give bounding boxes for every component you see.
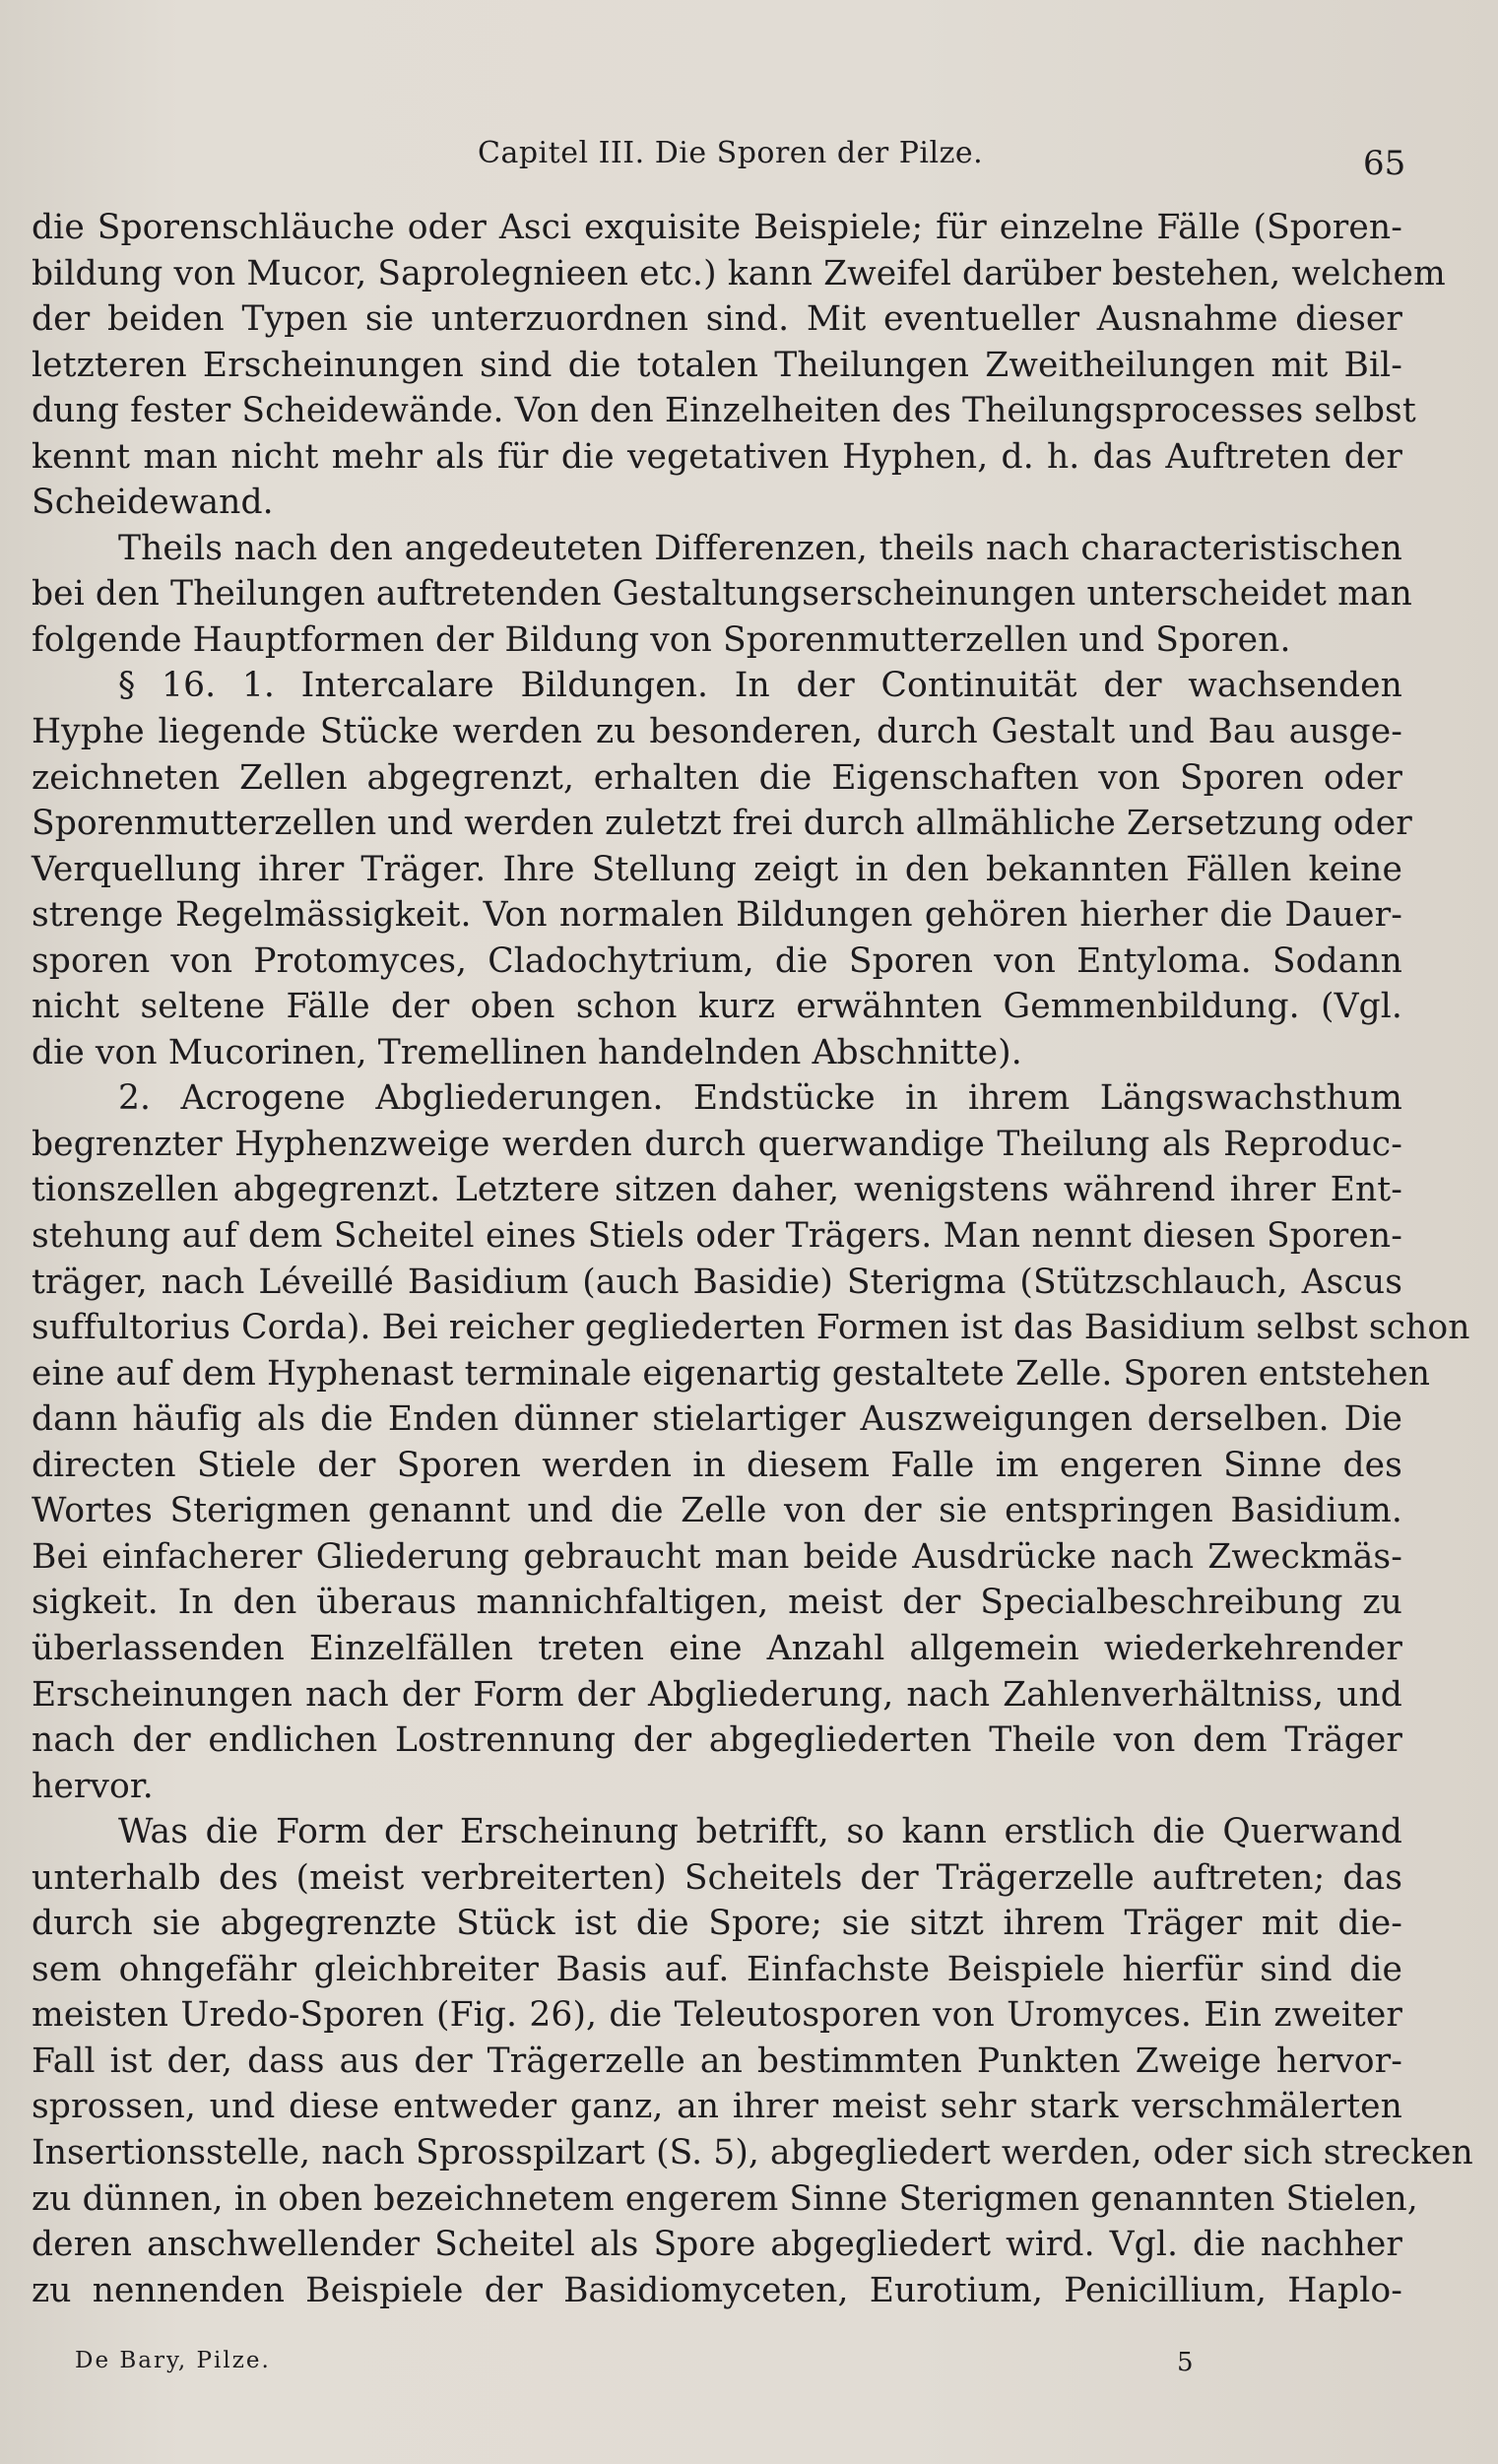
text-line: Hyphe liegende Stücke werden zu besonderen, durch Gestalt und Bau ausge- <box>32 712 1402 752</box>
text-line: Wortes Sterigmen genannt und die Zelle von der sie entspringen Basidium. <box>32 1491 1402 1531</box>
text-line: Fall ist der, dass aus der Trägerzelle an bestimmten Punkten Zweige hervor- <box>32 2041 1402 2081</box>
text-line: die Sporenschläuche oder Asci exquisite Beispiele; für einzelne Fälle (Sporen- <box>32 208 1402 247</box>
chapter-title: Capitel III. Die Sporen der Pilze. <box>478 136 984 170</box>
text-line: Verquellung ihrer Träger. Ihre Stellung zeigt in den bekannten Fällen keine <box>32 849 1402 889</box>
text-line: dann häufig als die Enden dünner stielartiger Auszweigungen derselben. Die <box>32 1399 1402 1440</box>
text-line: directen Stiele der Sporen werden in diesem Falle im engeren Sinne des <box>32 1445 1402 1485</box>
text-line: sigkeit. In den überaus mannichfaltigen, meist der Specialbeschreibung zu <box>32 1583 1402 1623</box>
text-line: meisten Uredo-Sporen (Fig. 26), die Teleutosporen von Uromyces. Ein zweiter <box>32 1995 1402 2036</box>
text-line: überlassenden Einzelfällen treten eine Anzahl allgemein wiederkehrender <box>32 1628 1402 1668</box>
page-footer <box>0 2348 1498 2387</box>
text-line: Theils nach den angedeuteten Differenzen, theils nach characteristischen <box>118 528 1402 568</box>
text-line: deren anschwellender Scheitel als Spore abgegliedert wird. Vgl. die nachher <box>32 2225 1402 2265</box>
text-line: folgende Hauptformen der Bildung von Sporenmutterzellen und Sporen. <box>32 619 1291 660</box>
text-line: dung fester Scheidewände. Von den Einzelheiten des Theilungsprocesses selbst <box>32 391 1416 431</box>
text-line: begrenzter Hyphenzweige werden durch querwandige Theilung als Reproduc- <box>32 1124 1402 1164</box>
text-line: durch sie abgegrenzte Stück ist die Spore; sie sitzt ihrem Träger mit die- <box>32 1904 1402 1944</box>
text-line: eine auf dem Hyphenast terminale eigenartig gestaltete Zelle. Sporen entstehen <box>32 1353 1431 1394</box>
text-line: sprossen, und diese entweder ganz, an ihrer meist sehr stark verschmälerten <box>32 2087 1402 2127</box>
text-line: tionszellen abgegrenzt. Letztere sitzen daher, wenigstens während ihrer Ent- <box>32 1170 1402 1210</box>
text-line: Bei einfacherer Gliederung gebraucht man beide Ausdrücke nach Zweckmäs- <box>32 1536 1402 1577</box>
text-line: die von Mucorinen, Tremellinen handelnden Abschnitte). <box>32 1032 1022 1072</box>
text-line: Erscheinungen nach der Form der Abgliederung, nach Zahlenverhältniss, und <box>32 1674 1402 1715</box>
text-line: zeichneten Zellen abgegrenzt, erhalten die Eigenschaften von Sporen oder <box>32 757 1402 798</box>
text-line: nach der endlichen Lostrennung der abgegliederten Theile von dem Träger <box>32 1720 1402 1761</box>
text-line: nicht seltene Fälle der oben schon kurz erwähnten Gemmenbildung. (Vgl. <box>32 987 1402 1027</box>
text-line: unterhalb des (meist verbreiterten) Scheitels der Trägerzelle auftreten; das <box>32 1857 1402 1898</box>
footer-author: De Bary, Pilze. <box>75 2348 271 2373</box>
text-line: kennt man nicht mehr als für die vegetativen Hyphen, d. h. das Auftreten der <box>32 436 1402 477</box>
page-number: 65 <box>1363 144 1406 183</box>
running-head <box>0 126 1498 185</box>
section-heading-line: 2. Acrogene Abgliederungen. Endstücke in ihrem Längswachsthum <box>118 1078 1402 1119</box>
body-text <box>32 205 1473 2313</box>
text-line: sem ohngefähr gleichbreiter Basis auf. Einfachste Beispiele hierfür sind die <box>32 1949 1402 1989</box>
section-heading-line: § 16. 1. Intercalare Bildungen. In der Continuität der wachsenden <box>118 666 1402 706</box>
text-line: Scheidewand. <box>32 483 274 523</box>
text-line: bildung von Mucor, Saprolegnieen etc.) kann Zweifel darüber bestehen, welchem <box>32 253 1446 293</box>
text-line: Was die Form der Erscheinung betrifft, so kann erstlich die Querwand <box>118 1812 1402 1852</box>
text-line: zu nennenden Beispiele der Basidiomyceten, Eurotium, Penicillium, Haplo- <box>32 2270 1402 2310</box>
text-line: träger, nach Léveillé Basidium (auch Basidie) Sterigma (Stützschlauch, Ascus <box>32 1262 1402 1302</box>
text-line: zu dünnen, in oben bezeichnetem engerem Sinne Sterigmen genannten Stielen, <box>32 2178 1418 2219</box>
text-line: hervor. <box>32 1766 154 1806</box>
text-line: stehung auf dem Scheitel eines Stiels oder Trägers. Man nennt diesen Sporen- <box>32 1216 1402 1257</box>
text-line: sporen von Protomyces, Cladochytrium, die Sporen von Entyloma. Sodann <box>32 940 1402 981</box>
text-line: letzteren Erscheinungen sind die totalen Theilungen Zweitheilungen mit Bil- <box>32 345 1402 385</box>
text-line: der beiden Typen sie unterzuordnen sind. Mit eventueller Ausnahme dieser <box>32 299 1402 340</box>
text-line: suffultorius Corda). Bei reicher gegliederten Formen ist das Basidium selbst schon <box>32 1308 1470 1348</box>
text-line: Sporenmutterzellen und werden zuletzt frei durch allmähliche Zersetzung oder <box>32 804 1412 844</box>
signature-mark: 5 <box>1177 2348 1194 2377</box>
text-line: bei den Theilungen auftretenden Gestaltungserscheinungen unterscheidet man <box>32 574 1412 615</box>
text-line: Insertionsstelle, nach Sprosspilzart (S. 5), abgegliedert werden, oder sich strecken <box>32 2132 1473 2172</box>
text-line: strenge Regelmässigkeit. Von normalen Bildungen gehören hierher die Dauer- <box>32 895 1402 936</box>
